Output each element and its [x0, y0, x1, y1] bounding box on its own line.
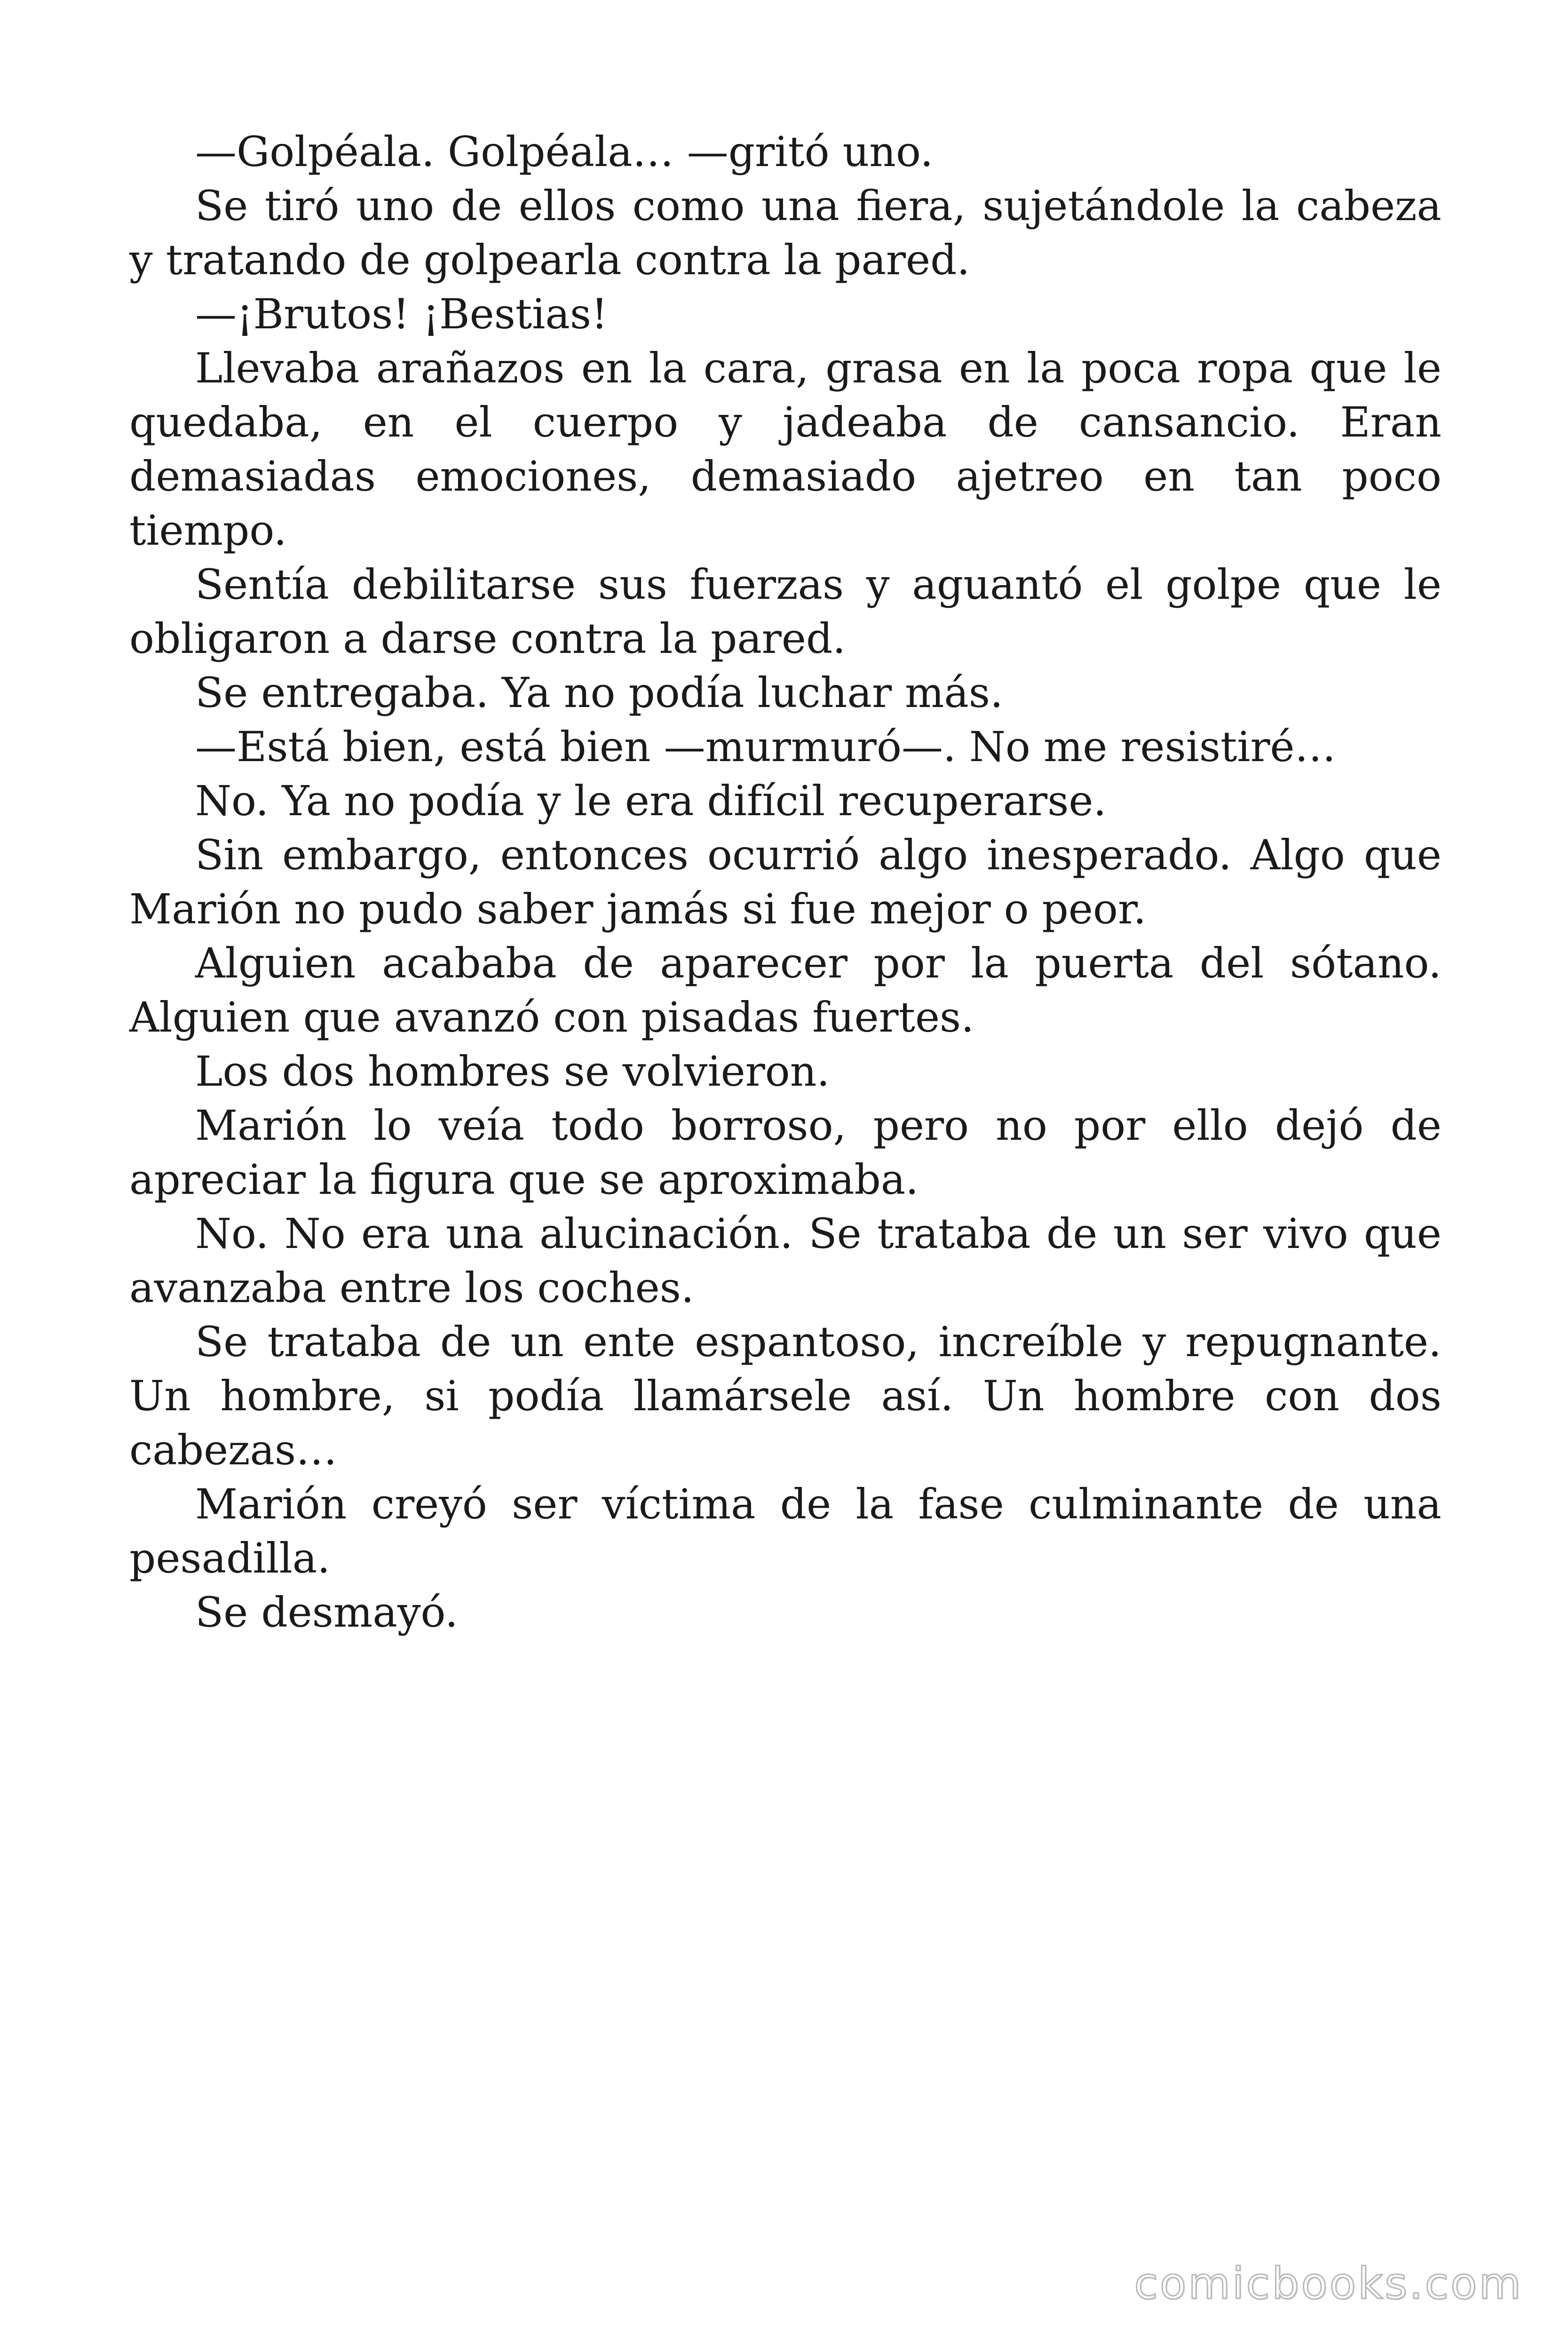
paragraph: —Golpéala. Golpéala… —gritó uno.	[195, 127, 934, 176]
paragraph: No. No era una alucinación. Se trataba de un ser vivo que avanzaba entre los coches.	[129, 1209, 1441, 1312]
paragraph: Llevaba arañazos en la cara, grasa en la poca ropa que le quedaba, en el cuerpo y jadeaba de cansancio. Eran demasiadas emociones, demasiado ajetreo en tan poco tiempo.	[129, 344, 1441, 555]
paragraph: —Está bien, está bien —murmuró—. No me resistiré…	[195, 723, 1336, 771]
paragraph: Marión creyó ser víctima de la fase culminante de una pesadilla.	[129, 1480, 1441, 1582]
paragraph: Se entregaba. Ya no podía luchar más.	[195, 668, 1004, 717]
paragraph: Sin embargo, entonces ocurrió algo inesperado. Algo que Marión no pudo saber jamás si fue mejor o peor.	[129, 831, 1441, 933]
paragraph: Alguien acababa de aparecer por la puerta del sótano. Alguien que avanzó con pisadas fuertes.	[129, 939, 1441, 1041]
paragraph: No. Ya no podía y le era difícil recuperarse.	[195, 777, 1107, 825]
paragraph: Se trataba de un ente espantoso, increíble y repugnante. Un hombre, si podía llamársele así. Un hombre con dos cabezas…	[129, 1318, 1441, 1474]
paragraph: Se tiró uno de ellos como una fiera, sujetándole la cabeza y tratando de golpearla contra la pared.	[129, 182, 1441, 284]
paragraph: Sentía debilitarse sus fuerzas y aguantó el golpe que le obligaron a darse contra la pared.	[129, 560, 1441, 663]
body-text	[129, 125, 1441, 1639]
paragraph: Los dos hombres se volvieron.	[195, 1047, 830, 1096]
paragraph: Se desmayó.	[195, 1588, 458, 1637]
watermark: comicbooks.com	[1134, 2258, 1523, 2309]
paragraph: Marión lo veía todo borroso, pero no por ello dejó de apreciar la figura que se aproximaba.	[129, 1101, 1441, 1204]
paragraph: —¡Brutos! ¡Bestias!	[195, 290, 608, 338]
